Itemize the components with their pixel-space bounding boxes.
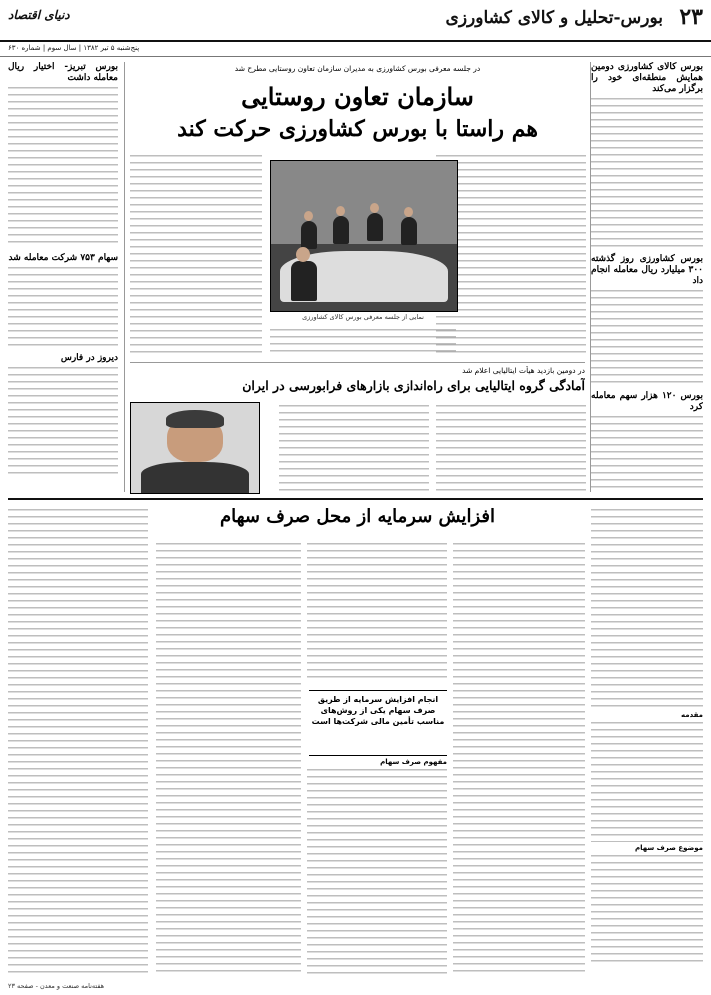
column-rule xyxy=(590,62,591,492)
main-story-kicker: در جلسه معرفی بورس کشاورزی به مدیران سازمان تعاون روستایی مطرح شد xyxy=(234,64,481,73)
right-sidebar-text-2 xyxy=(591,290,703,385)
main-story-text-2 xyxy=(130,155,262,357)
footer-note: هفته‌نامه صنعت و معدن - صفحه ۲۳ xyxy=(8,982,105,990)
left-sidebar-title-2: سهام ۷۵۳ شرکت معامله شد xyxy=(8,253,118,263)
bottom-story-title: افزایش سرمایه از محل صرف سهام xyxy=(219,506,496,527)
right-sidebar-text-3 xyxy=(591,416,703,492)
bottom-story-column-1 xyxy=(591,506,703,976)
bottom-story-subheading-3: مفهوم صرف سهام xyxy=(380,758,447,766)
dateline: پنج‌شنبه ۵ تیر ۱۳۸۲ | سال سوم | شماره ۶۳۰ xyxy=(8,44,140,52)
official-portrait xyxy=(130,402,260,494)
right-sidebar-title-2: بورس کشاورزی روز گذشته ۳۰۰ میلیارد ریال معامله انجام داد xyxy=(591,254,703,286)
bottom-story-column-2 xyxy=(453,540,585,976)
bottom-story-column-3 xyxy=(307,540,447,680)
page-footer xyxy=(0,980,711,994)
page-header xyxy=(0,0,711,42)
main-story-title-line1: سازمان تعاون روستایی xyxy=(241,82,474,111)
main-story-text-1 xyxy=(436,155,586,357)
paper-logo: دنیای اقتصاد xyxy=(8,8,70,22)
column-rule xyxy=(124,62,125,492)
section-title: بورس-تحلیل و کالای کشاورزی xyxy=(445,8,663,28)
second-story-column-1 xyxy=(436,402,586,492)
story-divider xyxy=(130,362,585,363)
main-story-column-1 xyxy=(436,152,586,357)
page-number: ۲۳ xyxy=(679,4,703,30)
right-sidebar-title-3: بورس ۱۲۰ هزار سهم معامله کرد xyxy=(591,391,703,412)
bottom-story-top-rule xyxy=(8,498,703,500)
main-story-photo-text xyxy=(270,326,456,356)
main-story-column-2 xyxy=(130,152,262,357)
left-sidebar-title-3: دیروز در فارس xyxy=(60,353,118,363)
right-sidebar-text-1 xyxy=(591,98,703,248)
bottom-story-pull-quote: انجام افزایش سرمایه از طریق صرف سهام یکی از روش‌های مناسب تأمین مالی شرکت‌ها است xyxy=(309,690,447,756)
right-sidebar-title-1: بورس کالای کشاورزی دومین همایش منطقه‌ای خود را برگزار می‌کند xyxy=(591,62,703,94)
second-story-kicker: در دومین بازدید هیأت ایتالیایی اعلام شد xyxy=(462,366,585,375)
bottom-story-subheading-1: مقدمه xyxy=(681,711,703,719)
right-sidebar xyxy=(591,62,703,492)
bottom-story-column-3b xyxy=(307,756,447,976)
left-sidebar-title-1: بورس تبریز- اختیار ریال معامله داشت xyxy=(8,62,118,83)
left-sidebar-text-1 xyxy=(8,87,118,247)
second-story-column-2 xyxy=(279,402,429,492)
meeting-photo xyxy=(270,160,458,312)
bottom-story-column-5 xyxy=(8,506,148,976)
dateline-bar xyxy=(0,42,711,57)
main-story-title-line2: هم راستا با بورس کشاورزی حرکت کند xyxy=(177,116,538,142)
left-sidebar-text-2 xyxy=(8,267,118,347)
second-story-title: آمادگی گروه ایتالیایی برای راه‌اندازی بازارهای فرابورسی در ایران xyxy=(242,378,585,393)
left-sidebar xyxy=(8,62,118,492)
photo-caption: نمایی از جلسه معرفی بورس کالای کشاورزی xyxy=(302,313,424,321)
bottom-story-subheading-2: موضوع صرف سهام xyxy=(634,844,703,853)
bottom-story-column-4 xyxy=(156,540,301,976)
left-sidebar-text-3 xyxy=(8,367,118,477)
